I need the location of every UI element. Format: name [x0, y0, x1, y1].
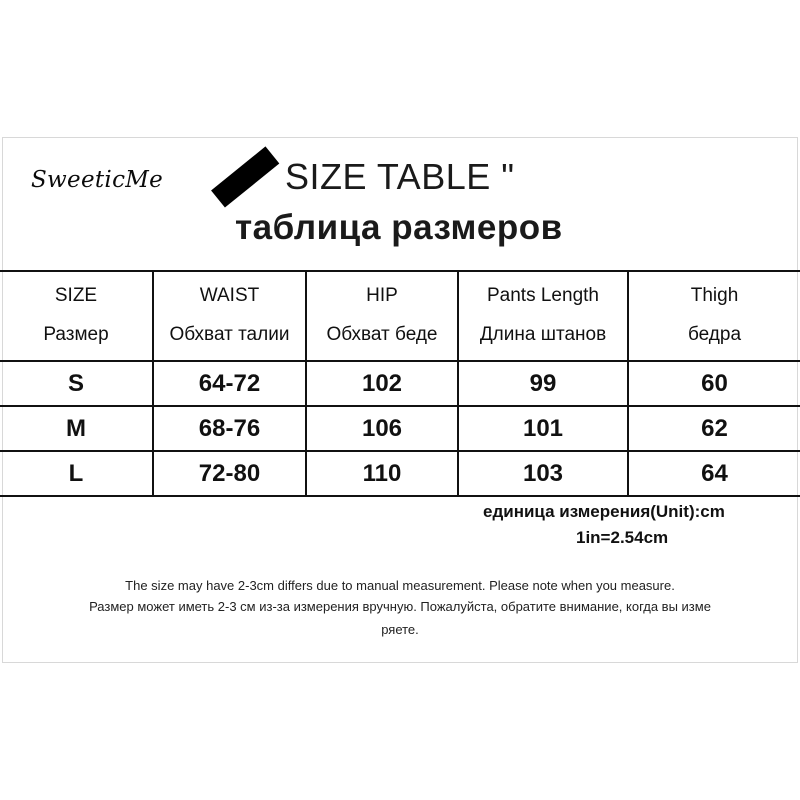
- brand-logo: SweeticMe: [31, 167, 164, 193]
- header-size-en: SIZE: [54, 285, 98, 307]
- size-cell: M: [0, 406, 153, 451]
- size-table: [0, 270, 800, 497]
- header-hip-en: HIP: [366, 285, 398, 307]
- waist-cell: 72-80: [153, 451, 306, 496]
- header-pants-length-en: Pants Length: [487, 285, 599, 307]
- note-russian-line1: Размер может иметь 2-3 см из-за измерения вручную. Пожалуйста, обратите внимание, когда вы изме: [89, 599, 711, 614]
- table-row: [0, 361, 800, 406]
- note-russian-line2: ряете.: [381, 622, 419, 637]
- header-thigh: [628, 271, 800, 361]
- size-cell: S: [0, 361, 153, 406]
- header-row: [0, 271, 800, 361]
- table-row: [0, 406, 800, 451]
- header-pants-length-ru: Длина штанов: [479, 324, 607, 345]
- hip-cell: 110: [306, 451, 458, 496]
- pants-length-cell: 101: [458, 406, 628, 451]
- title-russian: таблица размеров: [235, 208, 563, 247]
- thigh-cell: 64: [628, 451, 800, 496]
- pants-length-cell: 99: [458, 361, 628, 406]
- unit-label: единица измерения(Unit):cm: [483, 502, 725, 521]
- hip-cell: 106: [306, 406, 458, 451]
- header-pants-length: [458, 271, 628, 361]
- table-row: [0, 451, 800, 496]
- inch-conversion: 1in=2.54cm: [576, 528, 669, 547]
- header-thigh-en: Thigh: [690, 285, 739, 307]
- waist-cell: 64-72: [153, 361, 306, 406]
- note-english: The size may have 2-3cm differs due to manual measurement. Please note when you measure.: [125, 578, 675, 593]
- size-cell: L: [0, 451, 153, 496]
- header-hip-ru: Обхват беде: [326, 324, 438, 345]
- header-waist: [153, 271, 306, 361]
- header-thigh-ru: бедра: [687, 324, 742, 345]
- title-english: SIZE TABLE ": [285, 156, 515, 197]
- header-size: [0, 271, 153, 361]
- pants-length-cell: 103: [458, 451, 628, 496]
- header-waist-en: WAIST: [199, 285, 260, 307]
- thigh-cell: 60: [628, 361, 800, 406]
- waist-cell: 68-76: [153, 406, 306, 451]
- header-size-ru: Размер: [43, 324, 109, 345]
- hip-cell: 102: [306, 361, 458, 406]
- header-waist-ru: Обхват талии: [169, 324, 290, 345]
- thigh-cell: 62: [628, 406, 800, 451]
- header-hip: [306, 271, 458, 361]
